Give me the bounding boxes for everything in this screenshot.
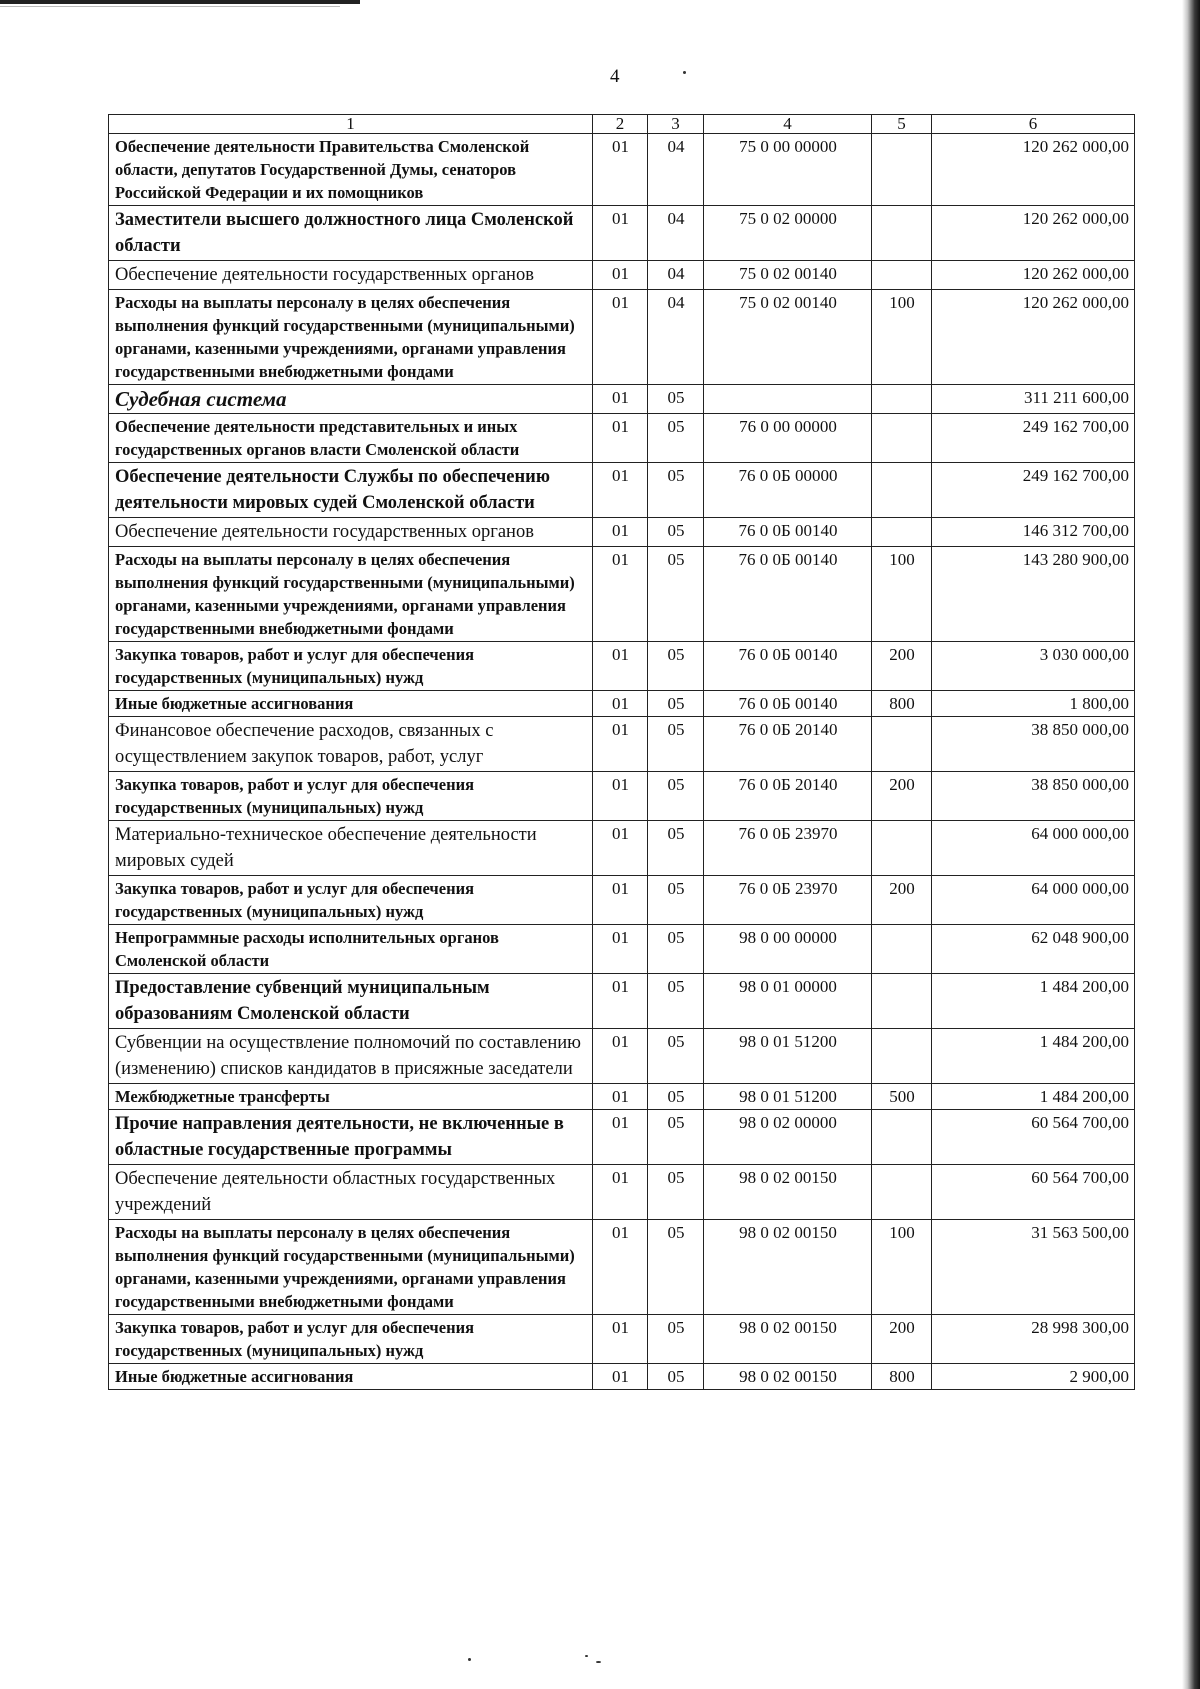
table-row [109, 772, 1135, 821]
row-name-cell: Прочие направления деятельности, не включенные в областные государственные программы [109, 1110, 593, 1165]
expense-type-code-cell [872, 518, 932, 547]
subsection-code-cell: 05 [648, 1165, 704, 1220]
section-code-cell: 01 [593, 925, 648, 974]
subsection-code-cell: 04 [648, 134, 704, 206]
row-name-cell: Закупка товаров, работ и услуг для обеспечения государственных (муниципальных) нужд [109, 876, 593, 925]
column-header-5: 5 [872, 115, 932, 134]
target-article-code-cell [704, 385, 872, 414]
target-article-code-cell: 98 0 02 00150 [704, 1165, 872, 1220]
column-header-3: 3 [648, 115, 704, 134]
row-name-cell: Иные бюджетные ассигнования [109, 1364, 593, 1390]
amount-cell: 28 998 300,00 [932, 1315, 1135, 1364]
expense-type-code-cell: 200 [872, 642, 932, 691]
section-code-cell: 01 [593, 642, 648, 691]
amount-cell: 146 312 700,00 [932, 518, 1135, 547]
section-code-cell: 01 [593, 518, 648, 547]
section-code-cell: 01 [593, 206, 648, 261]
target-article-code-cell: 98 0 01 00000 [704, 974, 872, 1029]
row-name-cell: Материально-техническое обеспечение деятельности мировых судей [109, 821, 593, 876]
expense-type-code-cell: 200 [872, 876, 932, 925]
table-row [109, 1364, 1135, 1390]
row-name-cell: Межбюджетные трансферты [109, 1084, 593, 1110]
section-code-cell: 01 [593, 876, 648, 925]
row-name-cell: Обеспечение деятельности областных государственных учреждений [109, 1165, 593, 1220]
table-row [109, 414, 1135, 463]
target-article-code-cell: 75 0 02 00140 [704, 261, 872, 290]
row-name-cell: Предоставление субвенций муниципальным образованиям Смоленской области [109, 974, 593, 1029]
table-row [109, 1110, 1135, 1165]
target-article-code-cell: 98 0 02 00000 [704, 1110, 872, 1165]
row-name-cell: Закупка товаров, работ и услуг для обеспечения государственных (муниципальных) нужд [109, 642, 593, 691]
section-code-cell: 01 [593, 1165, 648, 1220]
row-name-cell: Обеспечение деятельности Службы по обеспечению деятельности мировых судей Смоленской области [109, 463, 593, 518]
table-row [109, 385, 1135, 414]
target-article-code-cell: 76 0 0Б 00140 [704, 691, 872, 717]
subsection-code-cell: 05 [648, 463, 704, 518]
target-article-code-cell: 76 0 0Б 20140 [704, 717, 872, 772]
table-row [109, 290, 1135, 385]
table-row [109, 691, 1135, 717]
amount-cell: 143 280 900,00 [932, 547, 1135, 642]
expense-type-code-cell [872, 974, 932, 1029]
amount-cell: 2 900,00 [932, 1364, 1135, 1390]
expense-type-code-cell [872, 414, 932, 463]
target-article-code-cell: 76 0 00 00000 [704, 414, 872, 463]
amount-cell: 120 262 000,00 [932, 134, 1135, 206]
amount-cell: 249 162 700,00 [932, 414, 1135, 463]
scan-artifact-top-line [0, 0, 360, 4]
page-number: 4 [610, 66, 620, 87]
table-row [109, 1084, 1135, 1110]
target-article-code-cell: 75 0 02 00000 [704, 206, 872, 261]
expense-type-code-cell: 800 [872, 1364, 932, 1390]
table-row [109, 821, 1135, 876]
subsection-code-cell: 05 [648, 1110, 704, 1165]
budget-allocation-table [108, 114, 1135, 1390]
row-name-cell: Непрограммные расходы исполнительных органов Смоленской области [109, 925, 593, 974]
target-article-code-cell: 75 0 02 00140 [704, 290, 872, 385]
section-code-cell: 01 [593, 821, 648, 876]
subsection-code-cell: 05 [648, 385, 704, 414]
table-row [109, 925, 1135, 974]
amount-cell: 60 564 700,00 [932, 1110, 1135, 1165]
row-name-cell: Заместители высшего должностного лица Смоленской области [109, 206, 593, 261]
expense-type-code-cell: 200 [872, 772, 932, 821]
target-article-code-cell: 76 0 0Б 20140 [704, 772, 872, 821]
subsection-code-cell: 05 [648, 772, 704, 821]
row-name-cell: Обеспечение деятельности представительных и иных государственных органов власти Смоленской области [109, 414, 593, 463]
row-name-cell: Иные бюджетные ассигнования [109, 691, 593, 717]
expense-type-code-cell: 100 [872, 547, 932, 642]
subsection-code-cell: 04 [648, 290, 704, 385]
table-row [109, 1029, 1135, 1084]
amount-cell: 1 484 200,00 [932, 1029, 1135, 1084]
column-header-6: 6 [932, 115, 1135, 134]
section-code-cell: 01 [593, 547, 648, 642]
subsection-code-cell: 05 [648, 1084, 704, 1110]
expense-type-code-cell [872, 463, 932, 518]
table-row [109, 717, 1135, 772]
amount-cell: 1 484 200,00 [932, 1084, 1135, 1110]
expense-type-code-cell [872, 1165, 932, 1220]
target-article-code-cell: 76 0 0Б 00000 [704, 463, 872, 518]
section-code-cell: 01 [593, 1110, 648, 1165]
subsection-code-cell: 05 [648, 876, 704, 925]
scan-speck [683, 71, 686, 74]
amount-cell: 64 000 000,00 [932, 876, 1135, 925]
target-article-code-cell: 98 0 02 00150 [704, 1364, 872, 1390]
row-name-cell: Закупка товаров, работ и услуг для обеспечения государственных (муниципальных) нужд [109, 1315, 593, 1364]
amount-cell: 62 048 900,00 [932, 925, 1135, 974]
section-code-cell: 01 [593, 414, 648, 463]
target-article-code-cell: 98 0 01 51200 [704, 1084, 872, 1110]
expense-type-code-cell [872, 821, 932, 876]
column-header-2: 2 [593, 115, 648, 134]
subsection-code-cell: 04 [648, 261, 704, 290]
table-row [109, 1315, 1135, 1364]
target-article-code-cell: 98 0 00 00000 [704, 925, 872, 974]
expense-type-code-cell: 800 [872, 691, 932, 717]
scan-artifact-top-line-faint [0, 6, 340, 7]
table-row [109, 642, 1135, 691]
column-header-1: 1 [109, 115, 593, 134]
subsection-code-cell: 05 [648, 821, 704, 876]
section-code-cell: 01 [593, 772, 648, 821]
expense-type-code-cell [872, 385, 932, 414]
amount-cell: 38 850 000,00 [932, 717, 1135, 772]
scan-speck [596, 1661, 601, 1663]
row-name-cell: Обеспечение деятельности Правительства Смоленской области, депутатов Государственной Думы, сенаторов Российской Федерации и их помощников [109, 134, 593, 206]
subsection-code-cell: 05 [648, 414, 704, 463]
row-name-cell: Субвенции на осуществление полномочий по составлению (изменению) списков кандидатов в присяжные заседатели [109, 1029, 593, 1084]
section-code-cell: 01 [593, 261, 648, 290]
section-code-cell: 01 [593, 691, 648, 717]
scan-artifact-right-edge [1182, 0, 1200, 1689]
row-name-cell: Расходы на выплаты персоналу в целях обеспечения выполнения функций государственными (муниципальными) органами, казенными учреждениями, органами управления государственными внебюджетными фондами [109, 547, 593, 642]
section-code-cell: 01 [593, 1315, 648, 1364]
section-code-cell: 01 [593, 717, 648, 772]
scan-speck [585, 1655, 588, 1657]
amount-cell: 3 030 000,00 [932, 642, 1135, 691]
row-name-cell: Расходы на выплаты персоналу в целях обеспечения выполнения функций государственными (муниципальными) органами, казенными учреждениями, органами управления государственными внебюджетными фондами [109, 1220, 593, 1315]
subsection-code-cell: 05 [648, 717, 704, 772]
table-row [109, 1220, 1135, 1315]
table-row [109, 876, 1135, 925]
amount-cell: 60 564 700,00 [932, 1165, 1135, 1220]
section-code-cell: 01 [593, 385, 648, 414]
section-code-cell: 01 [593, 1220, 648, 1315]
expense-type-code-cell [872, 134, 932, 206]
target-article-code-cell: 75 0 00 00000 [704, 134, 872, 206]
section-code-cell: 01 [593, 1364, 648, 1390]
table-row [109, 974, 1135, 1029]
amount-cell: 120 262 000,00 [932, 261, 1135, 290]
expense-type-code-cell [872, 1110, 932, 1165]
row-name-cell: Финансовое обеспечение расходов, связанных с осуществлением закупок товаров, работ, услуг [109, 717, 593, 772]
table-row [109, 134, 1135, 206]
table-row [109, 1165, 1135, 1220]
section-code-cell: 01 [593, 134, 648, 206]
section-code-cell: 01 [593, 290, 648, 385]
expense-type-code-cell: 200 [872, 1315, 932, 1364]
subsection-code-cell: 05 [648, 691, 704, 717]
expense-type-code-cell [872, 206, 932, 261]
table-row [109, 463, 1135, 518]
expense-type-code-cell: 100 [872, 1220, 932, 1315]
section-code-cell: 01 [593, 1084, 648, 1110]
row-name-cell: Расходы на выплаты персоналу в целях обеспечения выполнения функций государственными (муниципальными) органами, казенными учреждениями, органами управления государственными внебюджетными фондами [109, 290, 593, 385]
scan-speck [468, 1658, 471, 1661]
expense-type-code-cell [872, 717, 932, 772]
subsection-code-cell: 05 [648, 547, 704, 642]
column-header-4: 4 [704, 115, 872, 134]
amount-cell: 249 162 700,00 [932, 463, 1135, 518]
target-article-code-cell: 76 0 0Б 00140 [704, 547, 872, 642]
target-article-code-cell: 76 0 0Б 23970 [704, 821, 872, 876]
amount-cell: 120 262 000,00 [932, 290, 1135, 385]
target-article-code-cell: 98 0 02 00150 [704, 1315, 872, 1364]
expense-type-code-cell: 500 [872, 1084, 932, 1110]
row-name-cell: Обеспечение деятельности государственных органов [109, 261, 593, 290]
amount-cell: 120 262 000,00 [932, 206, 1135, 261]
amount-cell: 311 211 600,00 [932, 385, 1135, 414]
subsection-code-cell: 05 [648, 925, 704, 974]
section-code-cell: 01 [593, 1029, 648, 1084]
subsection-code-cell: 05 [648, 1315, 704, 1364]
target-article-code-cell: 76 0 0Б 23970 [704, 876, 872, 925]
amount-cell: 64 000 000,00 [932, 821, 1135, 876]
row-name-cell: Судебная система [109, 385, 593, 414]
table-header-row [109, 115, 1135, 134]
subsection-code-cell: 05 [648, 518, 704, 547]
target-article-code-cell: 98 0 01 51200 [704, 1029, 872, 1084]
subsection-code-cell: 05 [648, 974, 704, 1029]
expense-type-code-cell: 100 [872, 290, 932, 385]
amount-cell: 1 800,00 [932, 691, 1135, 717]
subsection-code-cell: 05 [648, 1029, 704, 1084]
row-name-cell: Обеспечение деятельности государственных органов [109, 518, 593, 547]
table-row [109, 518, 1135, 547]
section-code-cell: 01 [593, 463, 648, 518]
table-row [109, 206, 1135, 261]
subsection-code-cell: 04 [648, 206, 704, 261]
amount-cell: 38 850 000,00 [932, 772, 1135, 821]
row-name-cell: Закупка товаров, работ и услуг для обеспечения государственных (муниципальных) нужд [109, 772, 593, 821]
amount-cell: 31 563 500,00 [932, 1220, 1135, 1315]
subsection-code-cell: 05 [648, 642, 704, 691]
expense-type-code-cell [872, 925, 932, 974]
target-article-code-cell: 76 0 0Б 00140 [704, 642, 872, 691]
expense-type-code-cell [872, 1029, 932, 1084]
subsection-code-cell: 05 [648, 1364, 704, 1390]
amount-cell: 1 484 200,00 [932, 974, 1135, 1029]
table-row [109, 547, 1135, 642]
target-article-code-cell: 98 0 02 00150 [704, 1220, 872, 1315]
section-code-cell: 01 [593, 974, 648, 1029]
subsection-code-cell: 05 [648, 1220, 704, 1315]
expense-type-code-cell [872, 261, 932, 290]
target-article-code-cell: 76 0 0Б 00140 [704, 518, 872, 547]
table-row [109, 261, 1135, 290]
